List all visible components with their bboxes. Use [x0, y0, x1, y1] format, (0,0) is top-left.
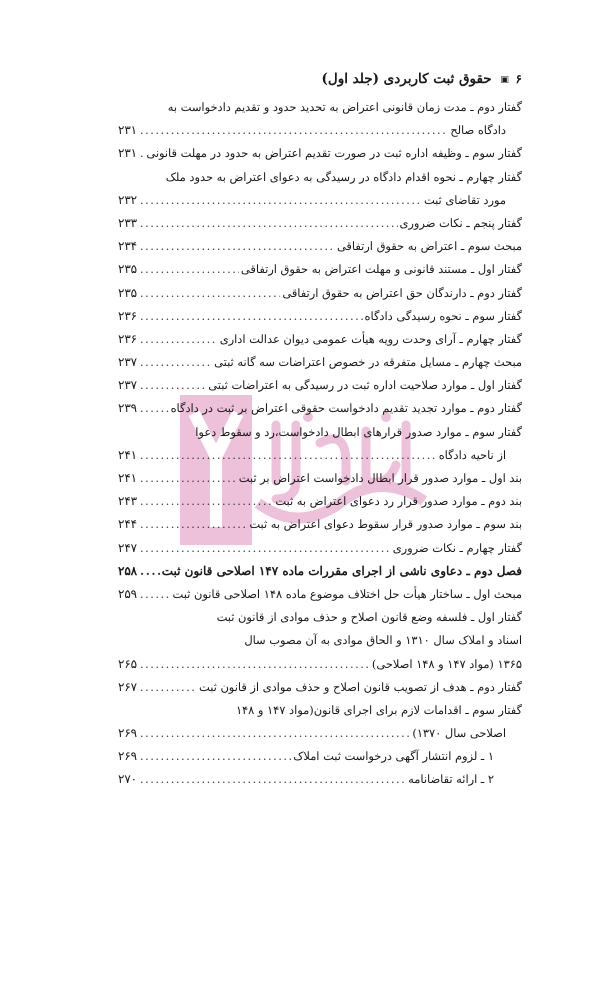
toc-entry-title: دادگاه صالح [450, 123, 506, 138]
toc-entry-title: گفتار چهارم ـ آرای وحدت رویه هیأت عمومی دیوان عدالت اداری [219, 331, 522, 346]
toc-page-number: ۲۳۹ [118, 401, 138, 416]
toc-page-number: ۲۳۱ [118, 123, 138, 138]
toc-entry-title: ۲ ـ ارائه تقاضانامه [408, 772, 494, 787]
toc-page-number: ۲۵۸ [118, 563, 138, 578]
toc-entry [118, 142, 522, 165]
toc-entry-title: گفتار اول ـ مستند قانونی و مهلت اعتراض به حقوق ارتفاقی [240, 262, 522, 277]
toc-entry-title: گفتار دوم ـ مدت زمان قانونی اعتراض به تحدید حدود و تقدیم دادخواست به [167, 100, 522, 114]
toc-page-number: ۲۴۱ [118, 471, 138, 485]
toc-page-number: ۲۶۹ [118, 749, 138, 764]
toc-entry-title: مورد تقاضای ثبت [423, 192, 506, 207]
toc-entry [118, 374, 522, 397]
toc-entry-title: گفتار چهارم ـ نحوه اقدام دادگاه در رسیدگی به دعوای اعتراض به حدود ملک [165, 169, 522, 184]
toc-entry [118, 166, 522, 189]
book-title: حقوق ثبت کاربردی (جلد اول) [321, 71, 492, 87]
toc-page-number: ۲۶۹ [118, 726, 138, 741]
dot-leader [140, 258, 239, 281]
toc-entry-title: بند اول ـ موارد صدور قرار ابطال دادخواست اعتراض بر ثبت [238, 471, 522, 485]
dot-leader [140, 142, 144, 165]
dot-leader [140, 189, 422, 212]
header-separator-icon: ▣ [500, 75, 509, 85]
toc-page-number: ۲۶۷ [118, 679, 138, 694]
toc-entry-title: گفتار سوم ـ اقدامات لازم برای اجرای قانون(مواد ۱۴۷ و ۱۴۸ [235, 702, 522, 717]
dot-leader [140, 513, 247, 536]
table-of-contents [118, 96, 522, 792]
dot-leader [140, 560, 160, 583]
toc-entry [118, 745, 522, 768]
toc-page-number: ۲۴۱ [118, 447, 138, 462]
toc-entry-title: ۱ ـ لزوم انتشار آگهی درخواست ثبت املاک [293, 749, 494, 764]
toc-entry [118, 444, 522, 467]
toc-entry [118, 722, 522, 745]
toc-entry-title: گفتار دوم ـ دارندگان حق اعتراض به حقوق ارتفاقی [282, 285, 522, 300]
toc-entry-title: بند دوم ـ موارد صدور قرار رد دعوای اعتراض به ثبت [275, 494, 522, 509]
toc-entry-title: اصلاحی سال ۱۳۷۰) [412, 726, 506, 741]
dot-leader [140, 467, 237, 490]
toc-entry-title: گفتار اول ـ فلسفه وضع قانون اصلاح و حذف موادی از قانون ثبت [216, 610, 522, 625]
toc-entry-title: بند سوم ـ موارد صدور قرار سقوط دعوای اعتراض به ثبت [249, 517, 522, 532]
toc-entry-title: فصل دوم ـ دعاوی ناشی از اجرای مقررات ماده ۱۴۷ اصلاحی قانون ثبت [161, 563, 522, 578]
toc-entry [118, 653, 522, 676]
toc-entry [118, 629, 522, 652]
dot-leader [140, 768, 406, 791]
toc-page-number: ۲۳۳ [118, 215, 138, 230]
toc-page-number: ۲۳۶ [118, 331, 138, 346]
toc-entry-title: گفتار سوم ـ نحوه رسیدگی دادگاه [364, 308, 522, 323]
toc-page-number: ۲۳۵ [118, 262, 138, 277]
toc-page-number: ۲۳۴ [118, 239, 138, 254]
toc-entry [118, 768, 522, 791]
dot-leader [140, 397, 169, 420]
toc-entry-title: مبحث چهارم ـ مسایل متفرقه در خصوص اعتراضات سه گانه ثبتی [214, 355, 522, 370]
toc-page-number: ۲۳۶ [118, 308, 138, 323]
toc-entry-title: گفتار سوم ـ موارد صدور قرارهای ابطال دادخواست،رد و سقوط دعوا [195, 424, 522, 439]
toc-entry [118, 676, 522, 699]
dot-leader [140, 351, 212, 374]
dot-leader [140, 722, 410, 745]
toc-entry [118, 421, 522, 444]
toc-entry-title: از ناحیه دادگاه [438, 447, 506, 462]
dot-leader [140, 745, 291, 768]
dot-leader [140, 119, 448, 142]
toc-entry-title: گفتار دوم ـ هدف از تصویب قانون اصلاح و حذف موادی از قانون ثبت [199, 679, 522, 694]
toc-entry [118, 258, 522, 281]
toc-entry [118, 699, 522, 722]
toc-entry-title: گفتار دوم ـ موارد تجدید تقدیم دادخواست حقوقی اعتراض بر ثبت در دادگاه [170, 401, 522, 416]
toc-entry-title: مبحث سوم ـ اعتراض به حقوق ارتفاقی [336, 239, 522, 254]
toc-page-number: ۲۴۷ [118, 540, 138, 555]
toc-page-number: ۲۳۱ [118, 146, 138, 161]
dot-leader [140, 537, 391, 560]
toc-entry-title: مبحث اول ـ ساختار هیأت حل اختلاف موضوع ماده ۱۴۸ اصلاحی قانون ثبت [172, 586, 522, 601]
page-number: ۶ [515, 72, 522, 86]
toc-entry [118, 397, 522, 420]
toc-entry-title: گفتار پنجم ـ نکات ضروری [399, 215, 522, 230]
toc-entry [118, 96, 522, 119]
toc-page-number: ۲۳۷ [118, 378, 138, 393]
toc-entry-title: ۱۳۶۵ (مواد ۱۴۷ و ۱۴۸ اصلاحی) [371, 656, 522, 671]
toc-page-number: ۲۳۷ [118, 355, 138, 370]
toc-entry [118, 328, 522, 351]
toc-page-number: ۲۳۲ [118, 192, 138, 207]
toc-entry-title: گفتار چهارم ـ نکات ضروری [392, 540, 522, 555]
dot-leader [140, 328, 218, 351]
dot-leader [140, 444, 437, 467]
dot-leader [140, 490, 273, 513]
dot-leader [140, 676, 197, 699]
dot-leader [140, 212, 398, 235]
toc-entry [118, 305, 522, 328]
toc-page-number: ۲۴۴ [118, 517, 138, 532]
toc-page-number: ۲۷۰ [118, 772, 138, 787]
toc-page-number: ۲۴۳ [118, 494, 138, 509]
toc-entry [118, 189, 522, 212]
dot-leader [140, 653, 370, 676]
toc-page-number: ۲۳۵ [118, 285, 138, 300]
page-header [118, 68, 522, 90]
dot-leader [140, 282, 280, 305]
toc-entry [118, 282, 522, 305]
dot-leader [140, 235, 335, 258]
toc-entry [118, 490, 522, 513]
toc-entry-title: گفتار سوم ـ وظیفه اداره ثبت در صورت تقدیم اعتراض به حدود در مهلت قانونی [146, 146, 522, 161]
toc-page-number: ۲۶۵ [118, 656, 138, 671]
toc-entry [118, 351, 522, 374]
toc-entry [118, 583, 522, 606]
toc-entry [118, 467, 522, 490]
toc-entry [118, 513, 522, 536]
toc-entry [118, 537, 522, 560]
toc-page-number: ۲۵۹ [118, 586, 138, 601]
dot-leader [140, 374, 206, 397]
dot-leader [140, 583, 171, 606]
toc-entry [118, 560, 522, 583]
toc-entry [118, 212, 522, 235]
toc-entry-title: اسناد و املاک سال ۱۳۱۰ و الحاق موادی به آن مصوب سال [244, 633, 522, 648]
toc-entry [118, 235, 522, 258]
toc-entry [118, 119, 522, 142]
toc-entry-title: گفتار اول ـ موارد صلاحیت اداره ثبت در رسیدگی به اعتراضات ثبتی [208, 378, 522, 393]
dot-leader [140, 305, 363, 328]
toc-entry [118, 606, 522, 629]
